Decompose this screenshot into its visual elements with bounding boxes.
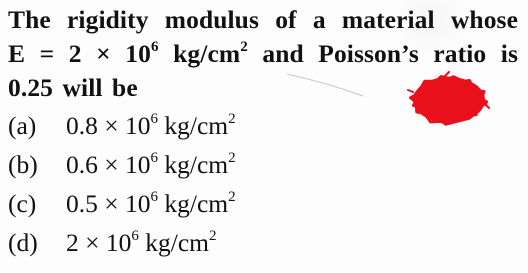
formula-exponent: 6 — [151, 38, 159, 55]
option-exponent: 6 — [150, 188, 159, 205]
option-unit-exponent: 2 — [209, 227, 217, 244]
option-unit-exponent: 2 — [228, 110, 236, 127]
red-scribble-mark — [405, 70, 490, 128]
question-line-2-tail: and Poisson’s ratio is — [247, 39, 518, 68]
question-line-1: The rigidity modulus of a material whose — [8, 5, 518, 34]
option-value — [66, 184, 236, 223]
option-base: 0.6 × 10 — [66, 150, 151, 179]
formula-unit-exponent: 2 — [240, 38, 248, 55]
option-unit: kg/cm — [158, 189, 229, 218]
option-key: (c) — [8, 189, 37, 218]
option-d[interactable] — [8, 223, 236, 262]
option-key: (b) — [8, 150, 38, 179]
options-list — [8, 106, 236, 262]
option-exponent: 6 — [150, 110, 159, 127]
option-exponent: 6 — [131, 227, 139, 244]
option-b[interactable] — [8, 145, 236, 184]
option-unit-exponent: 2 — [228, 188, 236, 205]
option-c[interactable] — [8, 184, 236, 223]
option-unit-exponent: 2 — [228, 149, 236, 166]
question-line-2 — [8, 37, 518, 71]
option-unit: kg/cm — [138, 228, 210, 257]
option-key: (a) — [8, 111, 37, 140]
formula-unit: kg/cm — [158, 39, 241, 68]
option-base: 2 × 10 — [66, 228, 132, 257]
option-key: (d) — [8, 228, 38, 257]
pencil-stroke-mark — [285, 70, 365, 100]
option-value — [66, 106, 236, 145]
option-value — [66, 223, 217, 262]
option-value — [66, 145, 236, 184]
question-line-3: 0.25 will be — [8, 73, 138, 102]
option-unit: kg/cm — [158, 111, 229, 140]
formula-e: E = 2 × 10 — [8, 39, 151, 68]
option-base: 0.8 × 10 — [66, 111, 151, 140]
option-base: 0.5 × 10 — [66, 189, 151, 218]
option-unit: kg/cm — [158, 150, 229, 179]
option-a[interactable] — [8, 106, 236, 145]
option-exponent: 6 — [150, 149, 159, 166]
